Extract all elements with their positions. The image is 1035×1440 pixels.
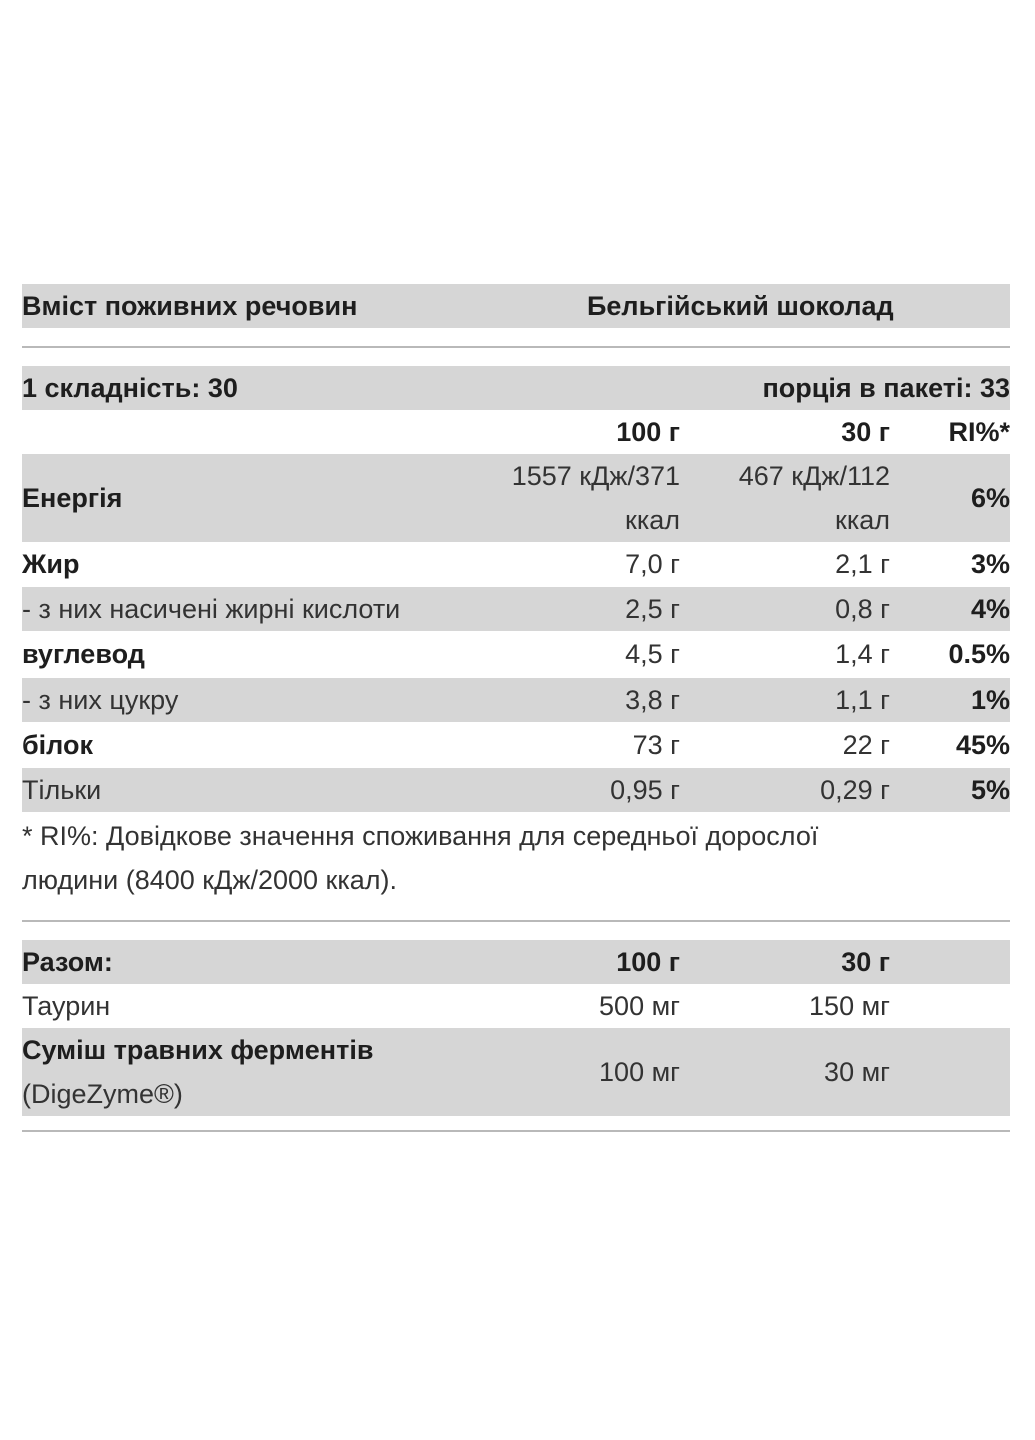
col-100g: 100 г bbox=[616, 417, 680, 447]
footnote-line2: людини (8400 кДж/2000 ккал). bbox=[22, 865, 398, 895]
serving-size: 1 складність: 30 bbox=[22, 373, 238, 403]
row-label: Тільки bbox=[22, 775, 102, 805]
row-label: білок bbox=[22, 730, 93, 760]
col-30g: 30 г bbox=[841, 417, 890, 447]
energy-30g-line2: ккал bbox=[835, 505, 890, 535]
energy-30g-line1: 467 кДж/112 bbox=[738, 461, 890, 491]
row-30g: 22 г bbox=[842, 730, 890, 760]
table-row bbox=[22, 984, 1010, 1028]
row-ri: 0.5% bbox=[948, 639, 1010, 669]
row-30g: 1,4 г bbox=[835, 639, 890, 669]
enzyme-label-block bbox=[22, 1028, 492, 1116]
row-ri: 4% bbox=[970, 594, 1010, 624]
extra-title: Разом: bbox=[22, 947, 113, 977]
energy-ri: 6% bbox=[970, 483, 1010, 513]
row-30g: 150 мг bbox=[809, 991, 890, 1021]
row-label: Жир bbox=[22, 549, 80, 579]
row-100g: 2,5 г bbox=[625, 594, 680, 624]
row-ri: 45% bbox=[955, 730, 1010, 760]
row-label: - з них цукру bbox=[22, 685, 179, 715]
energy-100g-line2: ккал bbox=[625, 505, 680, 535]
column-headers bbox=[22, 410, 1010, 454]
row-30g: 1,1 г bbox=[835, 685, 890, 715]
nutrition-table bbox=[22, 284, 1010, 1132]
energy-100g bbox=[492, 454, 680, 542]
row-label: вуглевод bbox=[22, 639, 145, 669]
table-row bbox=[22, 631, 1010, 678]
row-30g: 0,29 г bbox=[820, 775, 890, 805]
row-ri: 1% bbox=[970, 685, 1010, 715]
row-100g: 73 г bbox=[632, 730, 680, 760]
enzyme-100g: 100 мг bbox=[599, 1057, 680, 1087]
row-100g: 7,0 г bbox=[625, 549, 680, 579]
divider bbox=[22, 1130, 1010, 1132]
row-100g: 3,8 г bbox=[625, 685, 680, 715]
enzyme-30g: 30 мг bbox=[824, 1057, 890, 1087]
extra-col-100g: 100 г bbox=[616, 947, 680, 977]
table-row bbox=[22, 542, 1010, 587]
row-100g: 500 мг bbox=[599, 991, 680, 1021]
row-label: Таурин bbox=[22, 991, 111, 1021]
footnote bbox=[22, 812, 1010, 902]
row-100g: 0,95 г bbox=[610, 775, 680, 805]
energy-label: Енергія bbox=[22, 483, 123, 513]
enzyme-label: Суміш травних ферментів bbox=[22, 1035, 374, 1065]
row-label: - з них насичені жирні кислоти bbox=[22, 594, 401, 624]
table-header bbox=[22, 284, 1010, 328]
table-title: Вміст поживних речовин bbox=[22, 291, 358, 321]
row-30g: 2,1 г bbox=[835, 549, 890, 579]
servings-per-pack: порція в пакеті: 33 bbox=[762, 373, 1010, 403]
footnote-line1: * RI%: Довідкове значення споживання для середньої дорослої bbox=[22, 821, 819, 851]
table-row bbox=[22, 587, 1010, 631]
row-30g: 0,8 г bbox=[835, 594, 890, 624]
table-row bbox=[22, 678, 1010, 722]
col-ri: RI%* bbox=[948, 417, 1010, 447]
table-row bbox=[22, 722, 1010, 768]
row-ri: 5% bbox=[970, 775, 1010, 805]
energy-row bbox=[22, 454, 1010, 542]
row-ri: 3% bbox=[970, 549, 1010, 579]
energy-30g bbox=[680, 454, 890, 542]
product-name: Бельгійський шоколад bbox=[587, 291, 894, 321]
extra-header bbox=[22, 940, 1010, 984]
serving-row bbox=[22, 366, 1010, 410]
enzyme-row bbox=[22, 1028, 1010, 1116]
enzyme-sublabel: (DigeZyme®) bbox=[22, 1079, 183, 1109]
extra-col-30g: 30 г bbox=[841, 947, 890, 977]
row-100g: 4,5 г bbox=[625, 639, 680, 669]
energy-100g-line1: 1557 кДж/371 bbox=[511, 461, 680, 491]
table-row bbox=[22, 768, 1010, 812]
